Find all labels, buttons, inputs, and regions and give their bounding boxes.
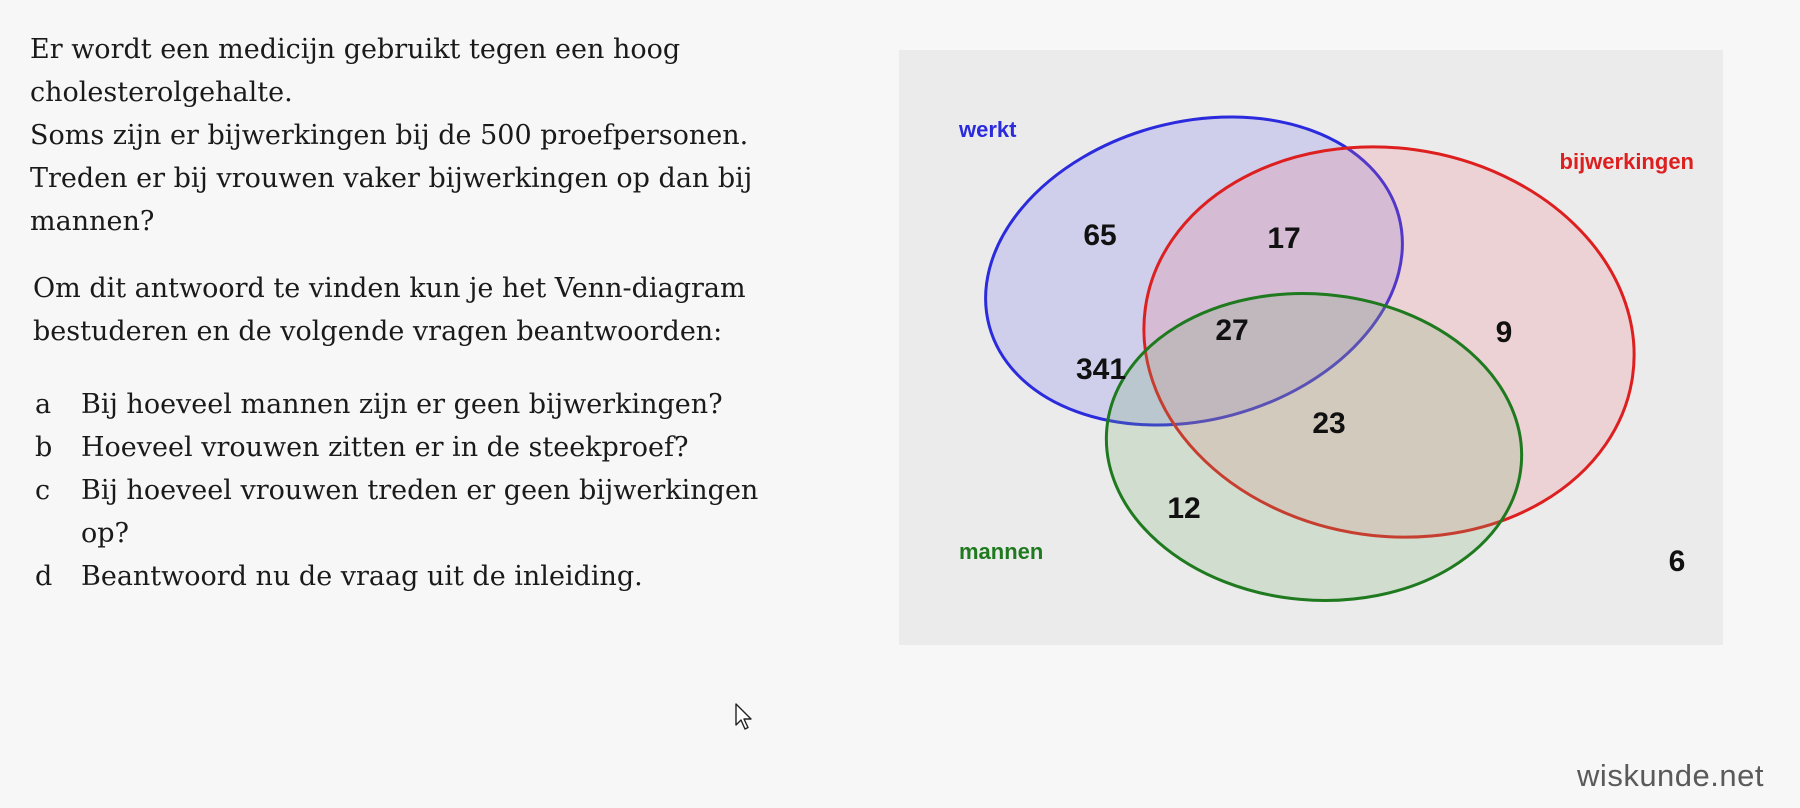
question-text: Bij hoeveel vrouwen treden er geen bijwerkingen op? bbox=[81, 475, 759, 549]
intro-line: Er wordt een medicijn gebruikt tegen een hoog bbox=[30, 34, 681, 65]
question-letter: b bbox=[35, 432, 53, 463]
question-list bbox=[30, 383, 770, 598]
question-letter: a bbox=[35, 389, 52, 420]
set-label-werkt: werkt bbox=[959, 117, 1017, 142]
region-werkt-mannen: 341 bbox=[1075, 353, 1127, 386]
lead-line: bestuderen en de volgende vragen beantwoorden: bbox=[33, 316, 723, 347]
set-label-mannen: mannen bbox=[959, 539, 1044, 564]
question-item bbox=[30, 469, 770, 555]
region-bijwerkingen-only: 9 bbox=[1495, 316, 1513, 349]
question-item bbox=[30, 383, 770, 426]
intro-paragraph bbox=[30, 28, 770, 243]
set-label-bijwerkingen: bijwerkingen bbox=[1559, 149, 1694, 174]
mouse-cursor-icon bbox=[735, 703, 755, 733]
intro-line: Soms zijn er bijwerkingen bij de 500 proefpersonen. bbox=[30, 120, 749, 151]
region-outside: 6 bbox=[1668, 545, 1686, 578]
question-letter: d bbox=[35, 561, 53, 592]
exercise-text bbox=[30, 28, 770, 598]
question-item bbox=[30, 555, 770, 598]
region-bijwerkingen-mannen: 23 bbox=[1312, 407, 1346, 440]
region-werkt-bijwerkingen: 17 bbox=[1267, 222, 1301, 255]
region-all-three: 27 bbox=[1215, 314, 1249, 347]
question-text: Hoeveel vrouwen zitten er in de steekproef? bbox=[81, 432, 689, 463]
question-letter: c bbox=[35, 475, 51, 506]
site-logo: wiskunde.net bbox=[1577, 758, 1764, 793]
intro-line: cholesterolgehalte. bbox=[30, 77, 293, 108]
lead-paragraph bbox=[30, 267, 770, 353]
lead-line: Om dit antwoord te vinden kun je het Venn-diagram bbox=[33, 273, 746, 304]
intro-line: Treden er bij vrouwen vaker bijwerkingen op dan bij bbox=[30, 163, 753, 194]
intro-line: mannen? bbox=[30, 206, 155, 237]
question-item bbox=[30, 426, 770, 469]
region-mannen-only: 12 bbox=[1167, 492, 1201, 525]
question-text: Bij hoeveel mannen zijn er geen bijwerkingen? bbox=[81, 389, 723, 420]
venn-diagram bbox=[899, 50, 1723, 645]
question-text: Beantwoord nu de vraag uit de inleiding. bbox=[81, 561, 643, 592]
region-werkt-only: 65 bbox=[1083, 219, 1117, 252]
venn-svg bbox=[899, 50, 1723, 645]
